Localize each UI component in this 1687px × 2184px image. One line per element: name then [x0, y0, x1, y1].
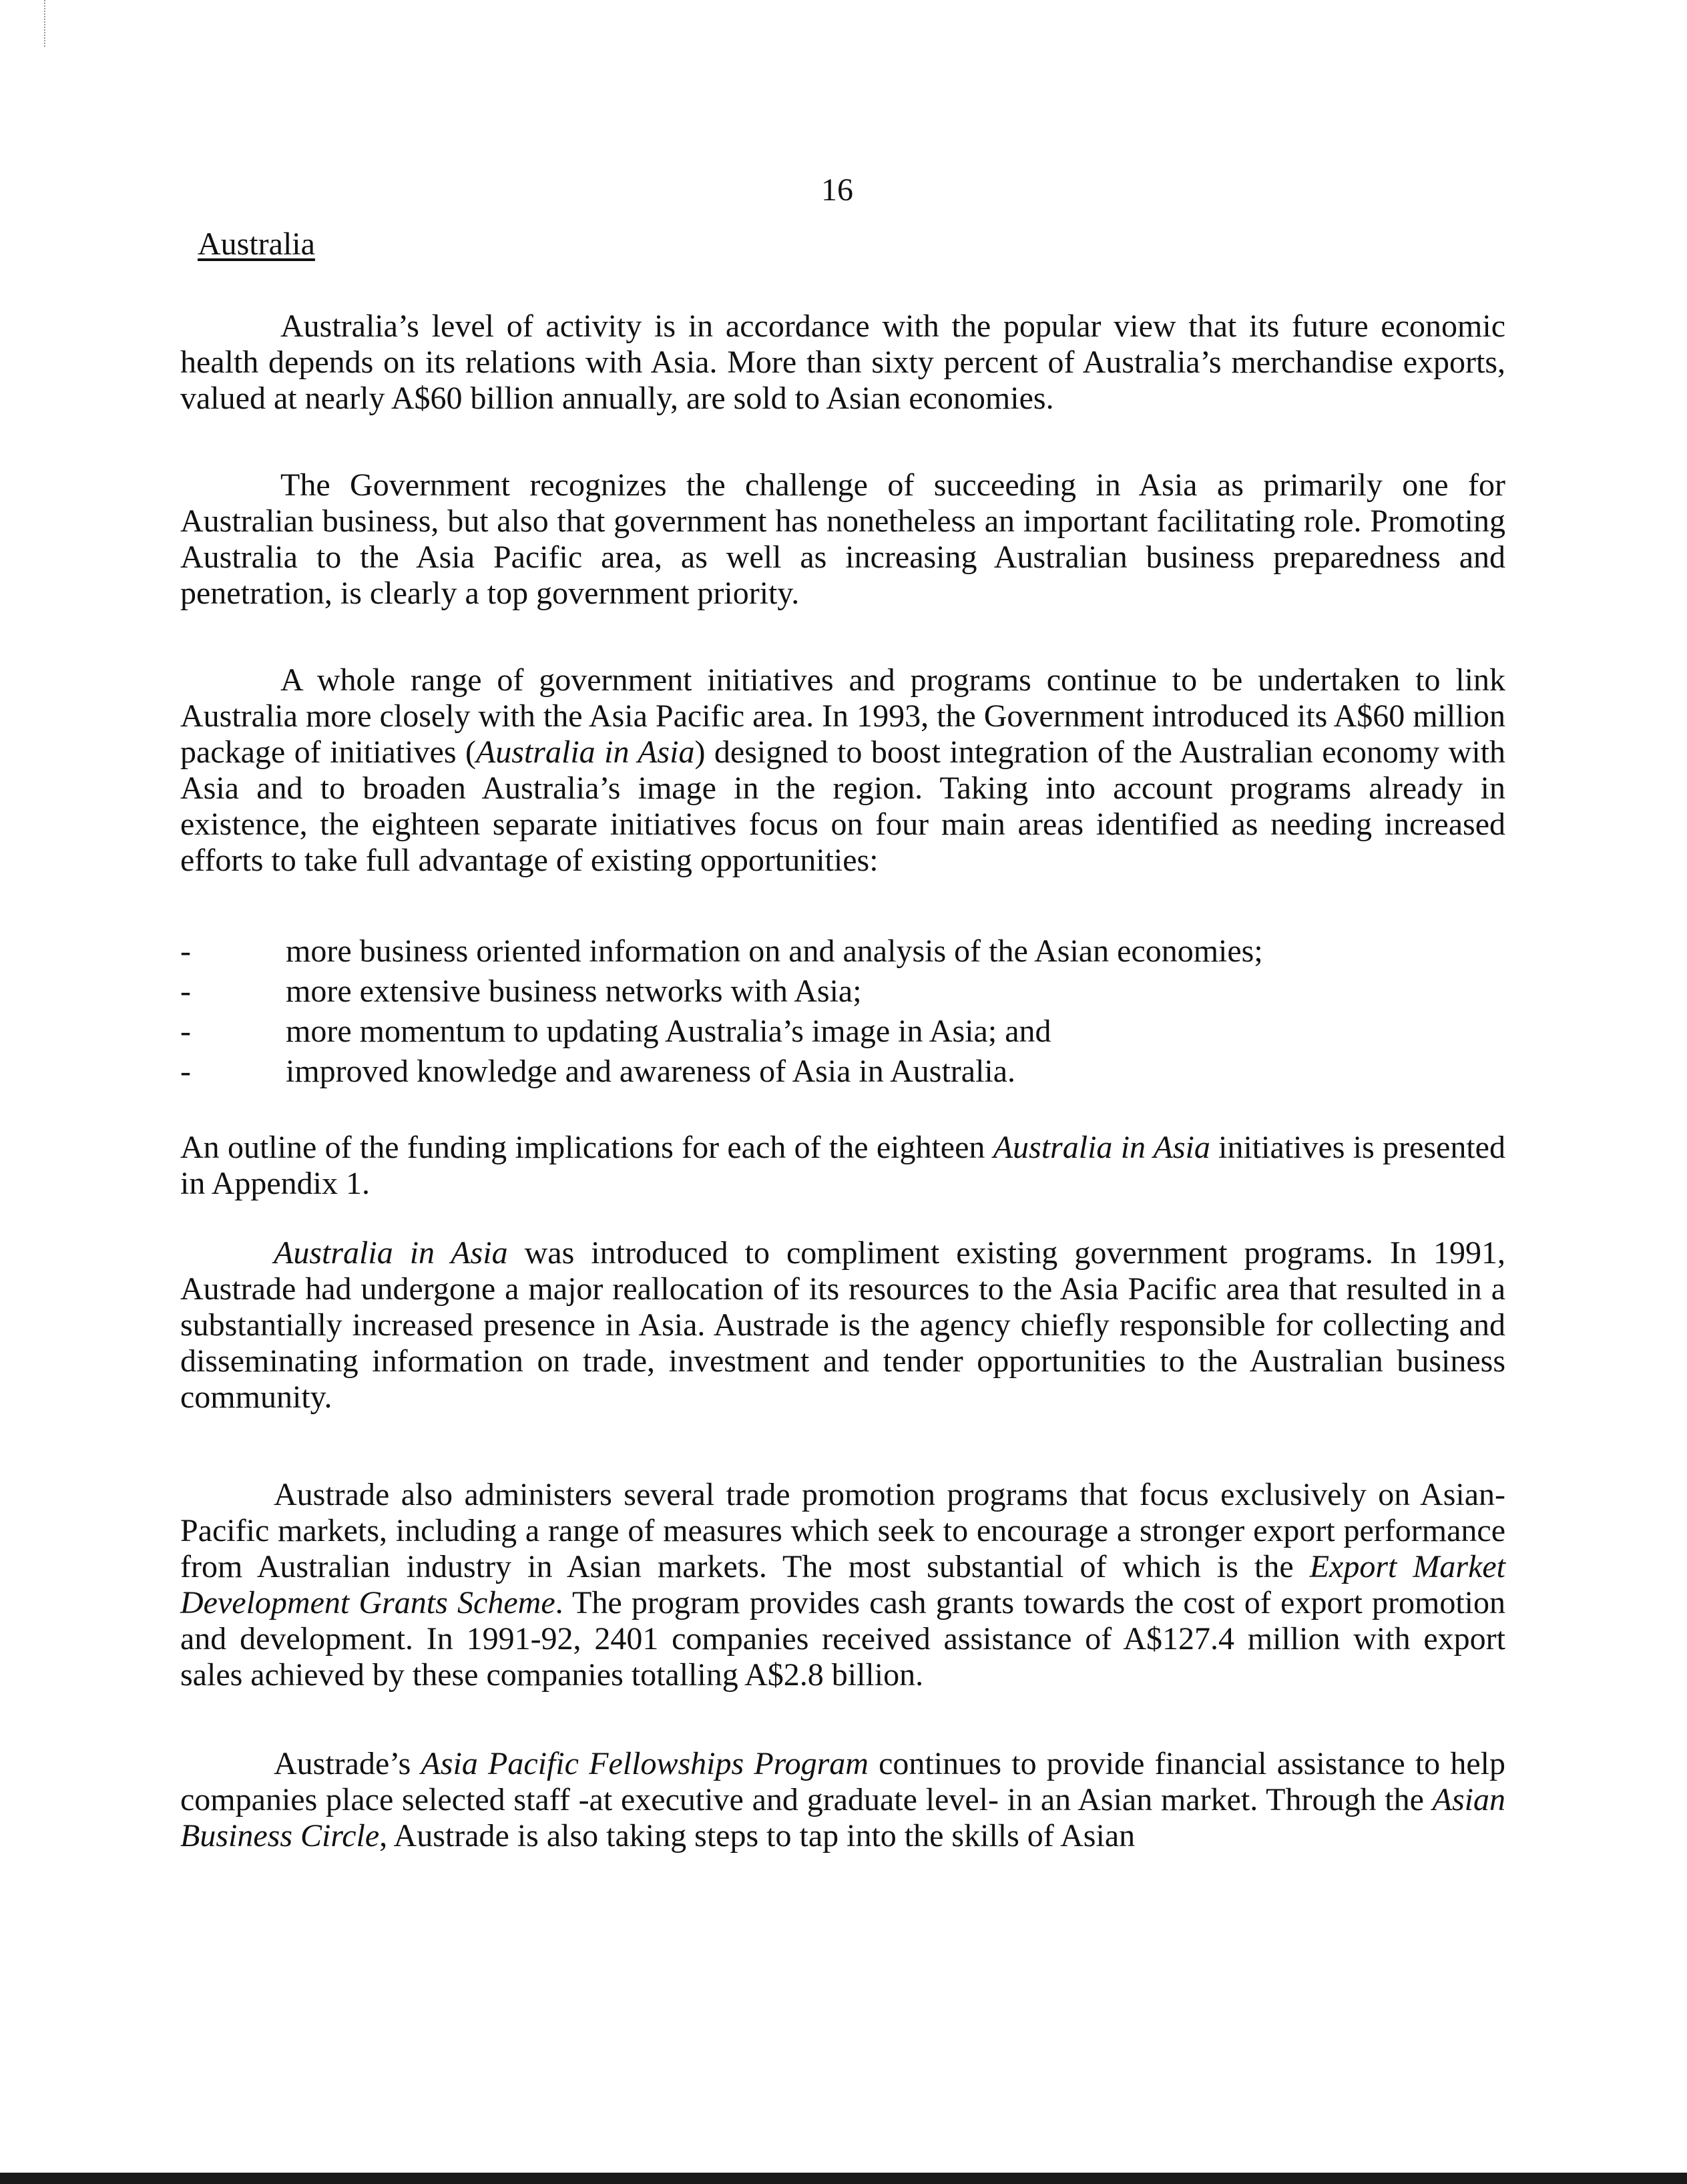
- list-item: [180, 1012, 1505, 1052]
- scan-bottom-edge: [0, 2173, 1687, 2184]
- paragraph-4-text-b: initiatives is presented in Appendix 1.: [180, 1130, 1505, 1201]
- scan-margin-marks: [44, 0, 47, 47]
- paragraph-7: [180, 1746, 1505, 1854]
- paragraph-6: [180, 1477, 1505, 1693]
- paragraph-5-text: was introduced to compliment existing government programs. In 1991, Austrade had undergone a major reallocation of its resources to the Asia Pacific area that resulted in a substantially increased presence in Asia. Austrade is the agency chiefly responsible for collecting and disseminating information on trade, investment and tender opportunities to the Australian business community.: [180, 1235, 1505, 1415]
- list-item-text: improved knowledge and awareness of Asia in Australia.: [286, 1054, 1016, 1089]
- paragraph-7-text-c: , Austrade is also taking steps to tap into the skills of Asian: [379, 1818, 1136, 1853]
- paragraph-3-text-b: ) designed to boost integration of the Australian economy with Asia and to broaden Australia’s image in the region. Taking into account programs already in existence, the eighteen separate initiatives focus on four main areas identified as needing increased efforts to take full advantage of existing opportunities:: [180, 734, 1505, 878]
- paragraph-4-text-a: An outline of the funding implications for each of the eighteen: [180, 1130, 993, 1165]
- list-item: [180, 1052, 1505, 1092]
- paragraph-5: [180, 1235, 1505, 1415]
- list-item-text: more extensive business networks with Asia;: [286, 973, 862, 1009]
- list-bullet: -: [180, 933, 191, 969]
- list-item-text: more momentum to updating Australia’s image in Asia; and: [286, 1014, 1051, 1049]
- list-item: [180, 931, 1505, 971]
- list-item: [180, 971, 1505, 1012]
- paragraph-6-text-b: . The program provides cash grants towards the cost of export promotion and development. In 1991-92, 2401 companies received assistance of A$127.4 million with export sales achieved by these companies totalling A$2.8 billion.: [180, 1585, 1505, 1693]
- paragraph-6-text-a: Austrade also administers several trade promotion programs that focus exclusively on Asian-Pacific markets, including a range of measures which seek to encourage a stronger export performance from Australian industry in Asian markets. The most substantial of which is the: [180, 1477, 1505, 1584]
- paragraph-4: [180, 1130, 1505, 1202]
- paragraph-7-italic-title-1: Asia Pacific Fellowships Program: [421, 1746, 869, 1781]
- paragraph-6-italic-title: Export Market Development Grants Scheme: [180, 1549, 1506, 1620]
- paragraph-3: [180, 662, 1505, 879]
- paragraph-7-text-a: Austrade’s: [274, 1746, 421, 1781]
- list-item-text: more business oriented information on and analysis of the Asian economies;: [286, 933, 1263, 969]
- page-number: 16: [821, 172, 853, 208]
- section-heading: Australia: [198, 226, 315, 262]
- paragraph-5-italic-title: Australia in Asia: [274, 1235, 508, 1271]
- list-bullet: -: [180, 1014, 191, 1049]
- paragraph-7-italic-title-2: Asian Business Circle: [180, 1782, 1505, 1853]
- paragraph-2-text: The Government recognizes the challenge of succeeding in Asia as primarily one for Australian business, but also that government has nonetheless an important facilitating role. Promoting Australia to the Asia Pacific area, as well as increasing Australian business preparedness and penetration, is clearly a top government priority.: [180, 467, 1505, 611]
- list-bullet: -: [180, 1054, 191, 1089]
- focus-areas-list: [180, 931, 1505, 1092]
- paragraph-3-text-a: A whole range of government initiatives and programs continue to be undertaken to link Australia more closely with the Asia Pacific area. In 1993, the Government introduced its A$60 million package of initiatives (: [180, 662, 1505, 770]
- paragraph-1-text: Australia’s level of activity is in accordance with the popular view that its future economic health depends on its relations with Asia. More than sixty percent of Australia’s merchandise exports, valued at nearly A$60 billion annually, are sold to Asian economies.: [180, 308, 1505, 416]
- paragraph-1: [180, 308, 1505, 417]
- paragraph-2: [180, 467, 1505, 612]
- paragraph-4-italic-title: Australia in Asia: [993, 1130, 1210, 1165]
- paragraph-3-italic-title: Australia in Asia: [475, 734, 695, 770]
- list-bullet: -: [180, 973, 191, 1009]
- paragraph-7-text-b: continues to provide financial assistance to help companies place selected staff -at executive and graduate level- in an Asian market. Through the: [180, 1746, 1506, 1817]
